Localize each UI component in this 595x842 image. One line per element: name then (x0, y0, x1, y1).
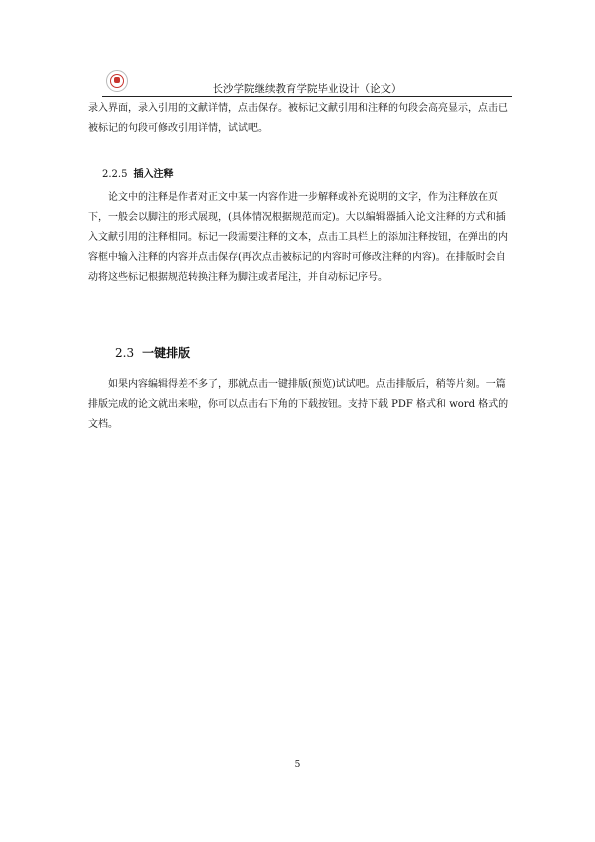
paragraph-continued: 录入界面，录入引用的文献详情，点击保存。被标记文献引用和注释的句段会高亮显示，点击已被标记的句段可修改引用详情，试试吧。 (88, 103, 508, 134)
section-title: 一键排版 (142, 346, 191, 360)
page-number: 5 (294, 760, 301, 770)
section-number: 2.3 (115, 346, 135, 360)
paragraph-typesetting: 如果内容编辑得差不多了，那就点击一键排版(预览)试试吧。点击排版后，稍等片刻。一篇排版完成的论文就出来啦，你可以点击右下角的下载按钮。支持下载 PDF 格式和 word 格式的文档。 (88, 379, 509, 430)
section-heading (115, 344, 190, 361)
header-title: 长沙学院继续教育学院毕业设计（论文） (212, 83, 402, 95)
subsection-title: 插入注释 (133, 169, 174, 180)
subsection-heading (102, 165, 173, 180)
subsection-number: 2.2.5 (102, 169, 128, 180)
paragraph-annotation: 论文中的注释是作者对正文中某一内容作进一步解释或补充说明的文字，作为注释放在页下，一般会以脚注的形式展现，(具体情况根据规范而定)。大以编辑器插入论文注释的方式和插入文献引用的注释相同。标记一段需要注释的文本，点击工具栏上的添加注释按钮，在弹出的内容框中输入注释的内容并点击保存(再次点击被标记的内容时可修改注释的内容)。在排版时会自动将这些标记根据规范转换注释为脚注或者尾注，并自动标记序号。 (88, 192, 508, 283)
page-header (102, 70, 512, 97)
